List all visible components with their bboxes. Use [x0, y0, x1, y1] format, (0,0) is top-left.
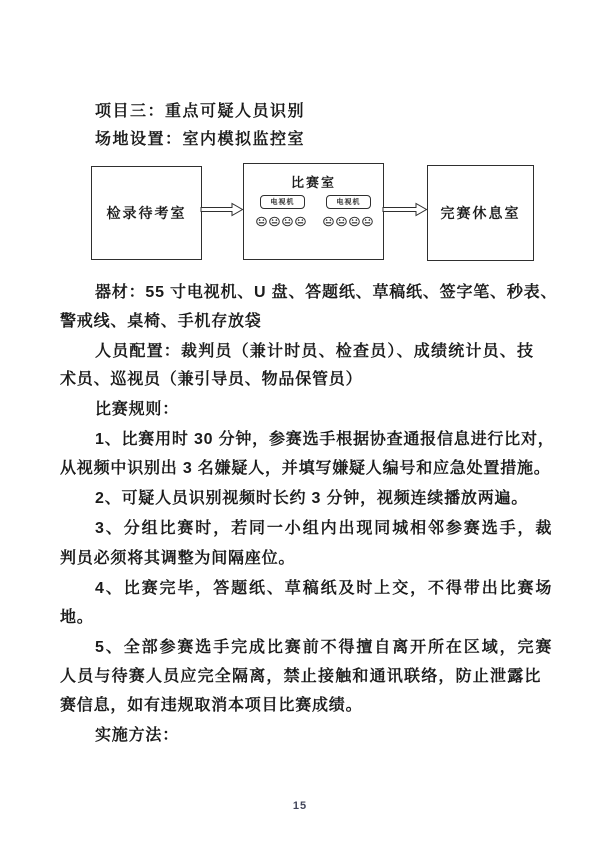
seat-icon	[256, 216, 267, 227]
seat-icon	[362, 216, 373, 227]
seat-icon	[336, 216, 347, 227]
body-line: 赛信息，如有违规取消本项目比赛成绩。	[60, 697, 363, 714]
rest-room-box	[427, 165, 534, 261]
tv-box	[260, 195, 305, 209]
arrow-right-icon	[382, 202, 428, 217]
body-line: 判员必须将其调整为间隔座位。	[60, 550, 296, 567]
registration-room-box	[91, 166, 202, 260]
rest-room-label: 完赛休息室	[440, 205, 521, 221]
body-line: 1、比赛用时 30 分钟，参赛选手根据协查通报信息进行比对，	[95, 431, 555, 448]
seat-row	[256, 216, 306, 227]
seat-icon	[349, 216, 360, 227]
page-number: 15	[292, 800, 308, 812]
body-line: 4、比赛完毕，答题纸、草稿纸及时上交，不得带出比赛场	[95, 580, 554, 597]
seat-icon	[269, 216, 280, 227]
registration-room-label: 检录待考室	[106, 205, 187, 221]
arrow-right-icon	[200, 202, 244, 217]
body-line: 地。	[60, 609, 94, 626]
seat-icon	[295, 216, 306, 227]
competition-room-label: 比赛室	[290, 175, 336, 190]
tv-box	[326, 195, 371, 209]
competition-room-box	[243, 163, 384, 260]
tv-label: 电视机	[270, 199, 295, 206]
project-title: 项目三：重点可疑人员识别	[95, 103, 306, 120]
body-line: 比赛规则：	[95, 401, 180, 418]
body-line: 实施方法：	[95, 727, 180, 744]
body-line: 警戒线、桌椅、手机存放袋	[60, 313, 262, 330]
body-line: 人员与待赛人员应完全隔离，禁止接触和通讯联络，防止泄露比	[60, 668, 542, 685]
body-line: 人员配置：裁判员（兼计时员、检查员）、成绩统计员、技	[95, 343, 535, 360]
body-line: 术员、巡视员（兼引导员、物品保管员）	[60, 371, 363, 388]
seat-icon	[323, 216, 334, 227]
tv-label: 电视机	[336, 199, 361, 206]
venue-setting-title: 场地设置：室内模拟监控室	[95, 131, 306, 148]
body-line: 器材：55 寸电视机、U 盘、答题纸、草稿纸、签字笔、秒表、	[95, 284, 558, 301]
seat-row	[323, 216, 373, 227]
body-line: 5、全部参赛选手完成比赛前不得擅自离开所在区域，完赛	[95, 639, 554, 656]
body-line: 3、分组比赛时，若同一小组内出现同城相邻参赛选手，裁	[95, 520, 554, 537]
body-line: 从视频中识别出 3 名嫌疑人，并填写嫌疑人编号和应急处置措施。	[60, 460, 551, 477]
seat-icon	[282, 216, 293, 227]
body-line: 2、可疑人员识别视频时长约 3 分钟，视频连续播放两遍。	[95, 490, 529, 507]
